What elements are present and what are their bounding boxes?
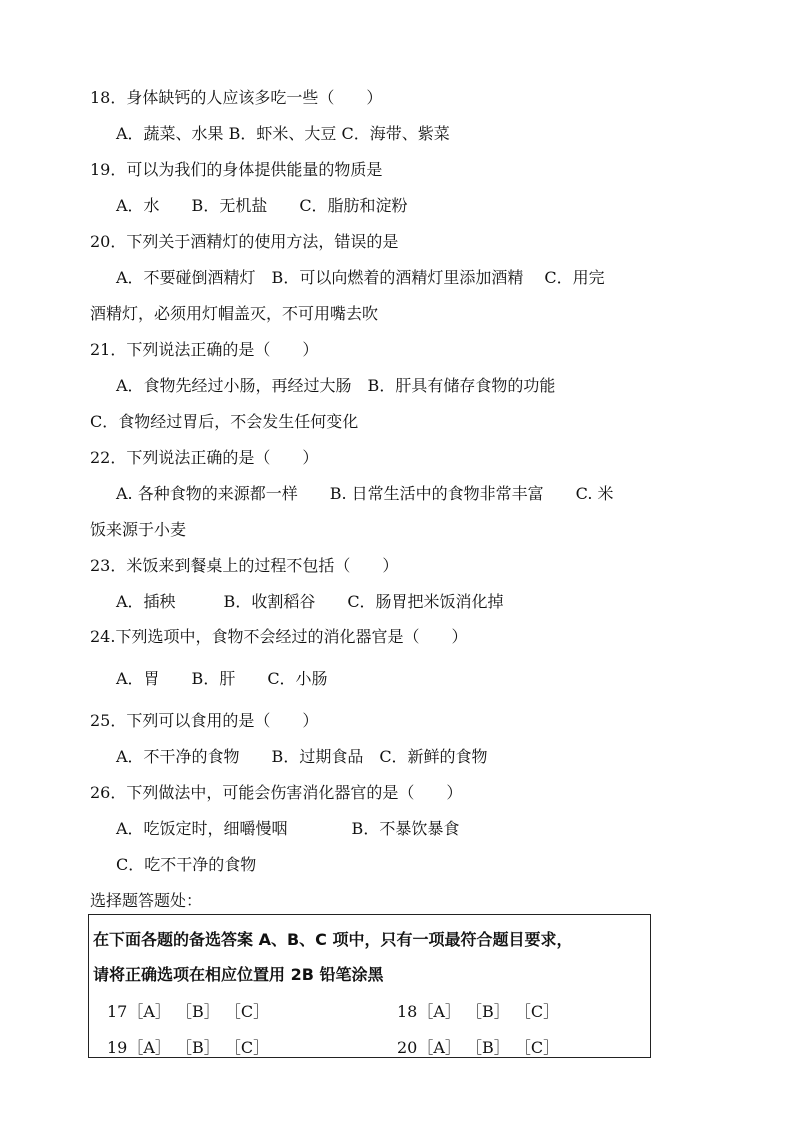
question-24-stem: 24.下列选项中，食物不会经过的消化器官是（ ） bbox=[90, 627, 468, 646]
question-26-stem: 26．下列做法中，可能会伤害消化器官的是（ ） bbox=[90, 783, 463, 802]
answer-sheet-box bbox=[88, 914, 651, 1058]
question-20-options-continued: 酒精灯，必须用灯帽盖灭，不可用嘴去吹 bbox=[90, 304, 379, 323]
answer-instruction-line-1: 在下面各题的备选答案 A、B、C 项中，只有一项最符合题目要求， bbox=[93, 930, 573, 949]
answer-row-19[interactable]: 19［A］ ［B］ ［C］ bbox=[107, 1038, 270, 1057]
question-22-options: A. 各种食物的来源都一样 B. 日常生活中的食物非常丰富 C. 米 bbox=[116, 484, 614, 503]
question-26-options-continued: C．吃不干净的食物 bbox=[116, 855, 257, 874]
answer-row-20[interactable]: 20［A］ ［B］ ［C］ bbox=[397, 1038, 560, 1057]
question-18-stem: 18．身体缺钙的人应该多吃一些（ ） bbox=[90, 88, 383, 107]
question-22-options-continued: 饭来源于小麦 bbox=[90, 520, 187, 539]
question-24-options: A．胃 B．肝 C．小肠 bbox=[116, 669, 328, 688]
question-20-stem: 20．下列关于酒精灯的使用方法，错误的是 bbox=[90, 232, 399, 251]
question-23-options: A．插秧 B．收割稻谷 C．肠胃把米饭消化掉 bbox=[116, 592, 504, 611]
question-26-options: A．吃饭定时，细嚼慢咽 B．不暴饮暴食 bbox=[116, 819, 460, 838]
question-21-options: A．食物先经过小肠，再经过大肠 B．肝具有储存食物的功能 bbox=[116, 376, 556, 395]
question-19-options: A．水 B．无机盐 C．脂肪和淀粉 bbox=[116, 196, 408, 215]
question-18-options: A．蔬菜、水果 B．虾米、大豆 C．海带、紫菜 bbox=[116, 124, 450, 143]
answer-section-label: 选择题答题处： bbox=[90, 891, 203, 910]
answer-instruction-line-2: 请将正确选项在相应位置用 2B 铅笔涂黑 bbox=[93, 965, 384, 984]
question-20-options: A．不要碰倒酒精灯 B．可以向燃着的酒精灯里添加酒精 C．用完 bbox=[116, 268, 605, 287]
answer-row-17[interactable]: 17［A］ ［B］ ［C］ bbox=[107, 1002, 270, 1021]
question-25-stem: 25．下列可以食用的是（ ） bbox=[90, 711, 319, 730]
question-21-options-continued: C．食物经过胃后，不会发生任何变化 bbox=[90, 412, 359, 431]
question-23-stem: 23．米饭来到餐桌上的过程不包括（ ） bbox=[90, 556, 399, 575]
question-22-stem: 22．下列说法正确的是（ ） bbox=[90, 448, 319, 467]
answer-row-18[interactable]: 18［A］ ［B］ ［C］ bbox=[397, 1002, 560, 1021]
question-21-stem: 21．下列说法正确的是（ ） bbox=[90, 340, 319, 359]
question-19-stem: 19．可以为我们的身体提供能量的物质是 bbox=[90, 160, 383, 179]
question-25-options: A．不干净的食物 B．过期食品 C．新鲜的食物 bbox=[116, 747, 488, 766]
